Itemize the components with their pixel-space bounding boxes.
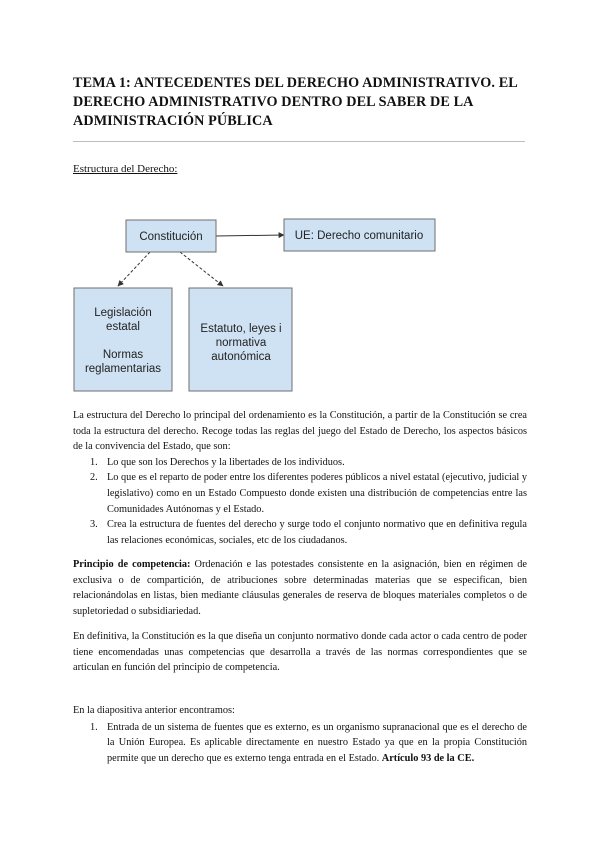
normas-label-2: reglamentarias: [84, 363, 162, 375]
normas-label-1: Normas: [102, 349, 144, 361]
connector-to-legislacion: [118, 252, 150, 286]
title-divider: [73, 141, 525, 142]
constitucion-label: Constitución: [139, 231, 203, 243]
structure-diagram: [70, 210, 450, 400]
document-title: TEMA 1: ANTECEDENTES DEL DERECHO ADMINISTRATIVO. EL DERECHO ADMINISTRATIVO DENTRO DEL SABER DE LA ADMINISTRACIÓN PÚBLICA: [73, 75, 518, 129]
legislacion-label-2: estatal: [106, 321, 140, 333]
ue-box: [284, 219, 435, 251]
principio-text: Ordenación e las potestades consistente en la asignación, bien en régimen de exclusiva o de compartición, de atribuciones sobre determinadas materias que se especifican, bien relacionándolas en listas, bien mediante cláusulas generales de reserva de bloques materiales completos o de supletoriedad o subsidiariedad.: [73, 559, 528, 617]
estatuto-label-3: autonómica: [211, 351, 271, 363]
article-reference: Artículo 93 de la CE.: [381, 752, 475, 764]
principio-paragraph: [73, 557, 527, 619]
intro-section: [73, 408, 527, 548]
intro-paragraph: La estructura del Derecho lo principal del ordenamiento es la Constitución, a partir de la Constitución se crea toda la estructura del derecho. Recoge todas las reglas del juego del Estado de Derecho, los aspectos básicos de la convivencia del Estado, que son:: [73, 410, 527, 453]
connector-to-ue: [216, 235, 284, 236]
constitucion-box: [126, 220, 216, 252]
section-subheading: Estructura del Derecho:: [73, 163, 178, 175]
list-item: 2. Lo que es el reparto de poder entre los diferentes poderes públicos a nivel estatal (ejecutivo, judicial y legislativo) como en un Estado Compuesto donde existen una distribución de competencias entre las Comunidades Autónomas y el Estado.: [90, 472, 527, 515]
estatuto-label-1: Estatuto, leyes i: [200, 323, 282, 335]
ue-label: UE: Derecho comunitario: [294, 230, 424, 242]
legislacion-label-1: Legislación: [94, 307, 152, 319]
legislacion-box: [74, 288, 172, 391]
connector-to-estatuto: [180, 252, 223, 286]
intro-list: [73, 455, 527, 549]
diapositiva-intro: En la diapositiva anterior encontramos:: [73, 705, 235, 716]
estatuto-label-2: normativa: [215, 337, 267, 349]
estatuto-box: [189, 288, 292, 391]
list-item: 1. Entrada de un sistema de fuentes que es externo, es un organismo supranacional que es el derecho de la Unión Europea. Es aplicable directamente en nuestro Estado ya que en la propia Constitución permite que un derecho que es externo tenga entrada en el Estado. Artículo 93 de la CE.: [90, 721, 527, 764]
diapositiva-list: [73, 720, 527, 767]
principio-label: Principio de competencia:: [73, 559, 191, 570]
definitiva-paragraph: En definitiva, la Constitución es la que diseña un conjunto normativo donde cada actor o cada centro de poder tiene encomendadas unas competencias que desarrolla a través de las normas correspondientes que se articulan en función del principio de competencia.: [73, 631, 527, 674]
diapositiva-section: [73, 703, 527, 766]
list-item: 3. Crea la estructura de fuentes del derecho y surge todo el conjunto normativo que en definitiva regula las relaciones económicas, sociales, etc de los ciudadanos.: [90, 519, 527, 546]
list-item: 1. Lo que son los Derechos y la libertades de los individuos.: [90, 456, 345, 468]
